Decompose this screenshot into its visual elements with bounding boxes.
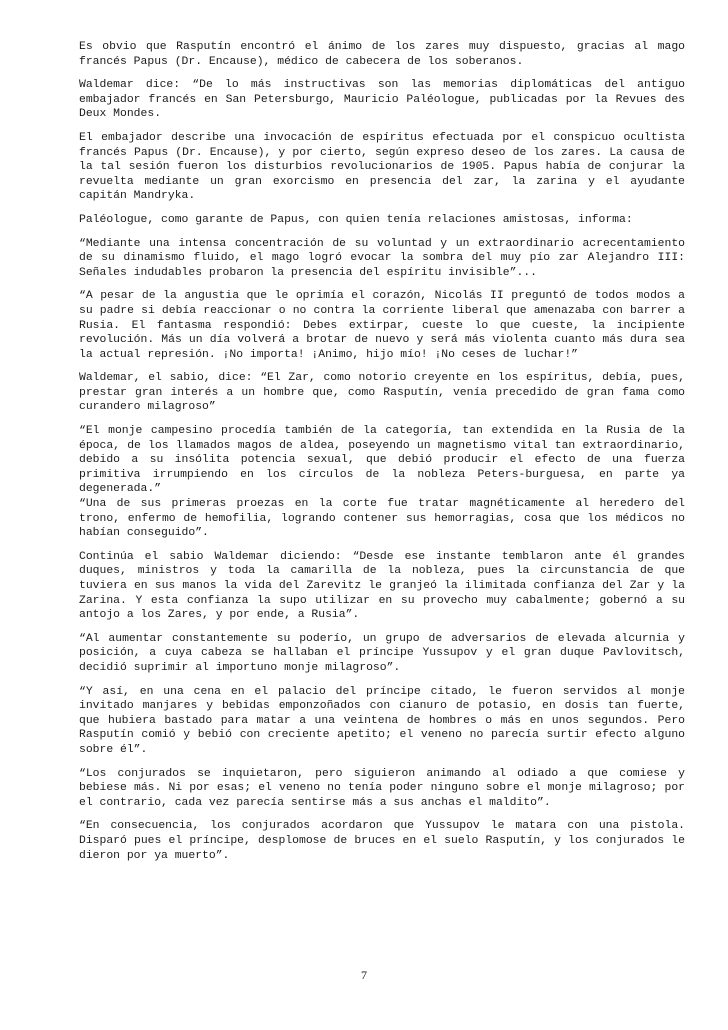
document-body: [79, 40, 685, 872]
paragraph: “El monje campesino procedía también de la categoría, tan extendida en la Rusia de la época, de los llamados magos de aldea, poseyendo un magnetismo vital tan extraordinario, debido a su insólita potencia sexual, que debió producir el efecto de una fuerza primitiva irrumpiendo en los círculos de la nobleza Peters-burguesa, en parte ya degenerada.”: [79, 425, 685, 496]
paragraph: Waldemar dice: “De lo más instructivas son las memorias diplomáticas del antiguo embajador francés en San Petersburgo, Mauricio Paléologue, publicadas por la Revues des Deux Mondes.: [79, 79, 685, 121]
paragraph: “Al aumentar constantemente su poderío, un grupo de adversarios de elevada alcurnia y posición, a cuya cabeza se hallaban el príncipe Yussupov y el gran duque Pavlovitsch, decidió suprimir al importuno monje milagroso”.: [79, 632, 685, 674]
paragraph: Paléologue, como garante de Papus, con quien tenía relaciones amistosas, informa:: [79, 213, 633, 226]
paragraph: “Mediante una intensa concentración de su voluntad y un extraordinario acrecentamiento de su dinamismo fluido, el mago logró evocar la sombra del muy pío zar Alejandro III: Señales indudables probaron la presencia del espíritu invisible”...: [79, 237, 685, 279]
paragraph: “En consecuencia, los conjurados acordaron que Yussupov le matara con una pistola. Disparó pues el príncipe, desplomose de bruces en el suelo Rasputín, y los conjurados le dieron por ya muerto”.: [79, 820, 685, 862]
paragraph: “A pesar de la angustia que le oprimía el corazón, Nicolás II preguntó de todos modos a su padre si debía reaccionar o no contra la corriente liberal que amenazaba con barrer a Rusia. El fantasma respondió: Debes extirpar, cueste lo que cueste, la incipiente revolución. Más un día volverá a brotar de nuevo y será más violenta cuanto más dura sea la actual represión. ¡No importa! ¡Animo, hijo mío! ¡No ceses de luchar!”: [79, 290, 685, 361]
paragraph: Waldemar, el sabio, dice: “El Zar, como notorio creyente en los espíritus, debía, pues, prestar gran interés a un hombre que, como Rasputín, venía precedido de gran fama como curandero milagroso”: [79, 372, 685, 414]
paragraph: “Y así, en una cena en el palacio del príncipe citado, le fueron servidos al monje invitado manjares y bebidas emponzoñados con cianuro de potasio, en dosis tan fuerte, que hubiera bastado para matar a una veintena de hombres o más en unos segundos. Pero Rasputín comió y bebió con creciente apetito; el veneno no parecía surtir efecto alguno sobre él”.: [79, 685, 685, 756]
paragraph: Es obvio que Rasputín encontró el ánimo de los zares muy dispuesto, gracias al mago francés Papus (Dr. Encause), médico de cabecera de los soberanos.: [79, 41, 685, 68]
page-number: 7: [361, 968, 367, 982]
paragraph: “Los conjurados se inquietaron, pero siguieron animando al odiado a que comiese y bebiese más. Ni por esas; el veneno no tenía poder ninguno sobre el monje milagroso; por el contrario, cada vez parecía sentirse más a sus anchas el maldito”.: [79, 767, 685, 809]
paragraph: “Una de sus primeras proezas en la corte fue tratar magnéticamente al heredero del trono, enfermo de hemofilia, logrando contener sus hemorragias, cosa que los médicos no habían conseguido”.: [79, 498, 685, 540]
paragraph: Continúa el sabio Waldemar diciendo: “Desde ese instante temblaron ante él grandes duques, ministros y toda la camarilla de la nobleza, pues la circunstancia de que tuviera en sus manos la vida del Zarevitz le granjeó la ilimitada confianza del Zar y la Zarina. Y esta confianza la supo utilizar en su provecho muy cabalmente; gobernó a su antojo a los Zares, y por ende, a Rusia”.: [79, 550, 685, 622]
paragraph: El embajador describe una invocación de espíritus efectuada por el conspicuo ocultista francés Papus (Dr. Encause), y por cierto, según expreso deseo de los zares. La causa de la tal sesión fueron los disturbios revolucionarios de 1905. Papus había de conjurar la revuelta mediante un gran exorcismo en presencia del zar, la zarina y el ayudante capitán Mandryka.: [79, 131, 685, 203]
